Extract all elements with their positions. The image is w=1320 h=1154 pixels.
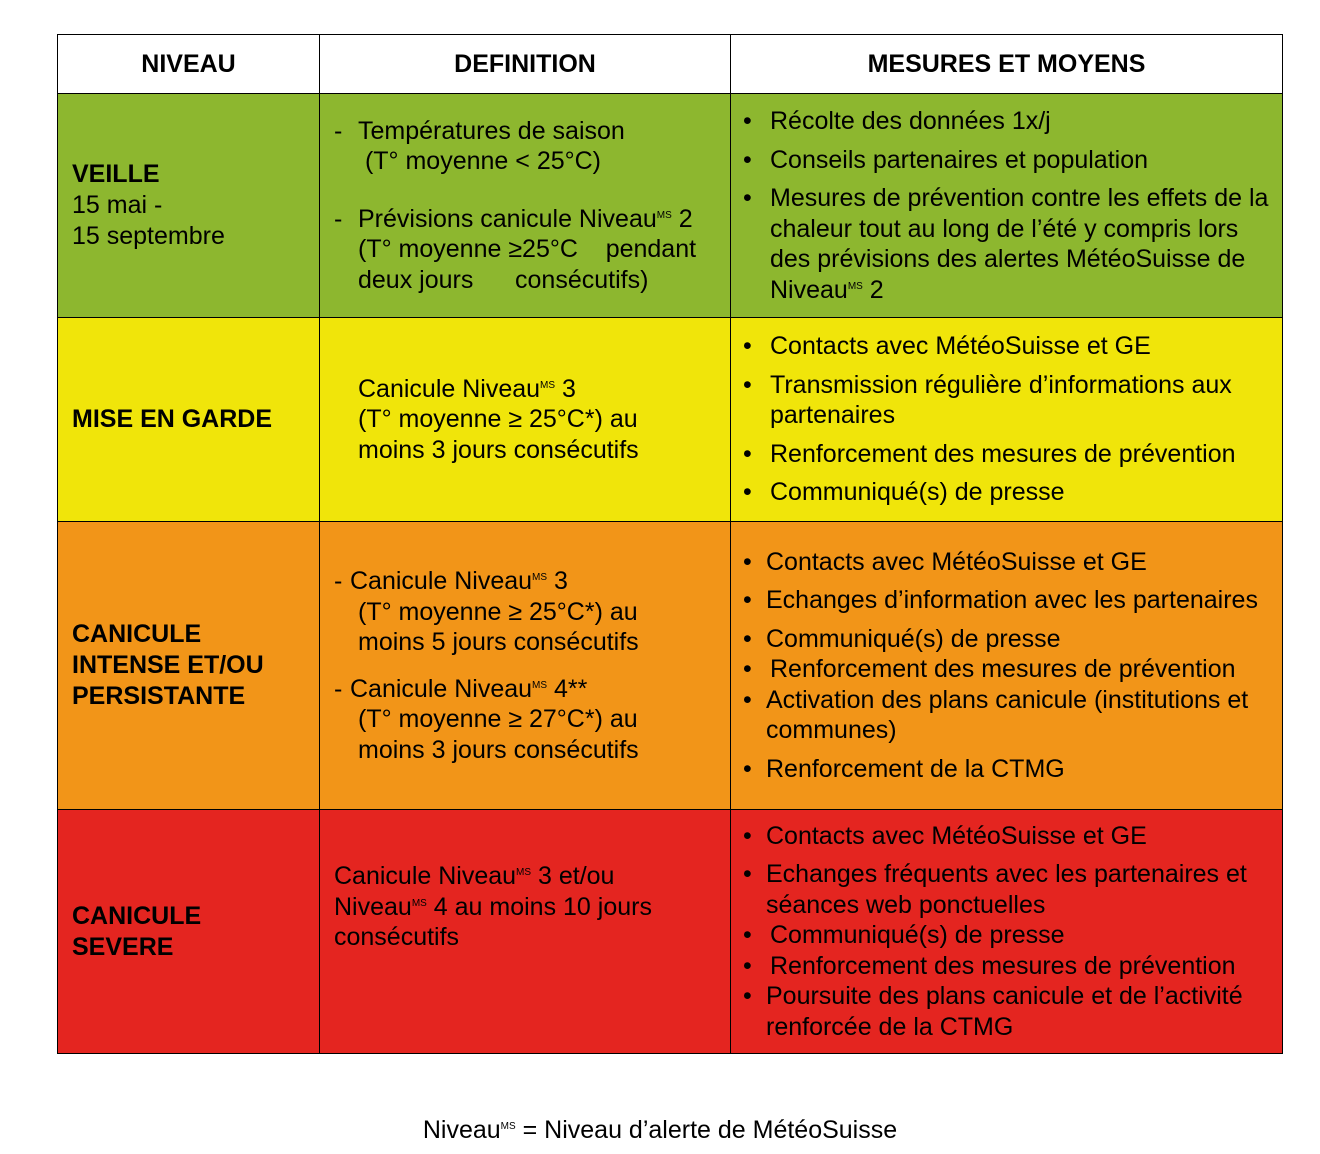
mesures-list xyxy=(743,106,1274,305)
list-item xyxy=(743,331,1274,362)
mesure-text: Mesures de prévention contre les effets de la chaleur tout au long de l’été y compris lors des prévisions des alertes MétéoSuisse de Niveau xyxy=(770,184,1269,304)
mesures-cell-mise-en-garde xyxy=(731,318,1283,522)
mesures-list xyxy=(743,547,1274,785)
mesure-text: Contacts avec MétéoSuisse et GE xyxy=(770,332,1151,361)
mesure-text: Contacts avec MétéoSuisse et GE xyxy=(766,821,1147,850)
definition-text: 4 au moins 10 jours xyxy=(426,892,652,921)
level-name: CANICULE xyxy=(72,901,202,930)
bullet-marker: • xyxy=(743,145,752,174)
mesures-cell-canicule-intense xyxy=(731,522,1283,810)
definition-item xyxy=(334,674,720,766)
definition-text: (T° moyenne ≥ 25°C*) au xyxy=(358,405,638,434)
superscript-ms: MS xyxy=(500,1121,516,1132)
mesure-text: Renforcement des mesures de prévention xyxy=(770,951,1236,980)
list-item xyxy=(743,183,1274,305)
bullet-marker: • xyxy=(743,921,752,950)
mesure-text: Conseils partenaires et population xyxy=(770,145,1149,174)
list-item xyxy=(743,439,1274,470)
level-name: SEVERE xyxy=(72,932,174,961)
list-item xyxy=(743,106,1274,137)
definition-text: Canicule Niveau xyxy=(350,674,533,703)
bullet-marker: • xyxy=(743,370,752,399)
definition-text: deux jours consécutifs) xyxy=(358,265,649,294)
definition-text: 3 et/ou xyxy=(531,862,615,891)
level-name: PERSISTANTE xyxy=(72,682,246,710)
alert-levels-table xyxy=(57,34,1283,1054)
definition-cell-veille xyxy=(320,94,731,318)
definition-text: (T° moyenne ≥ 27°C*) au xyxy=(358,705,638,733)
level-cell-canicule-intense xyxy=(58,522,320,810)
table-row-canicule-intense xyxy=(58,522,1283,810)
list-item xyxy=(743,624,1274,655)
level-cell-canicule-severe xyxy=(58,810,320,1054)
list-item xyxy=(743,685,1274,746)
mesure-text: Echanges d’information avec les partenaires xyxy=(766,586,1258,615)
superscript-ms: MS xyxy=(532,572,548,583)
mesure-text: Contacts avec MétéoSuisse et GE xyxy=(766,547,1147,576)
definition-cell-mise-en-garde xyxy=(320,318,731,522)
list-item xyxy=(743,477,1274,508)
list-item xyxy=(743,370,1274,431)
bullet-marker: • xyxy=(743,655,752,684)
superscript-ms: MS xyxy=(847,280,863,292)
header-mesures: MESURES ET MOYENS xyxy=(731,35,1283,94)
level-cell-mise-en-garde xyxy=(58,318,320,522)
definition-text: (T° moyenne ≥25°C pendant xyxy=(358,235,697,264)
list-item xyxy=(743,754,1274,785)
mesure-text: Transmission régulière d’informations aux partenaires xyxy=(770,370,1232,430)
level-period-start: 15 mai - xyxy=(72,191,163,219)
definition-text: Canicule Niveau xyxy=(358,374,541,403)
list-item xyxy=(743,821,1274,852)
definition-text: Niveau xyxy=(334,892,412,921)
mesure-text: Renforcement des mesures de prévention xyxy=(770,655,1236,684)
footnote xyxy=(0,1116,1320,1145)
bullet-marker: • xyxy=(743,754,752,783)
superscript-ms: MS xyxy=(516,867,532,879)
bullet-marker: • xyxy=(743,982,752,1011)
mesure-text: Poursuite des plans canicule et de l’activité renforcée de la CTMG xyxy=(766,982,1243,1041)
list-item xyxy=(743,981,1274,1042)
footnote-text: = Niveau d’alerte de MétéoSuisse xyxy=(515,1116,898,1144)
bullet-marker: • xyxy=(743,332,752,361)
level-name: MISE EN GARDE xyxy=(72,405,273,433)
definition-text: moins 5 jours consécutifs xyxy=(358,628,639,656)
bullet-marker: • xyxy=(743,184,752,212)
list-item xyxy=(743,920,1274,951)
level-period-end: 15 septembre xyxy=(72,222,225,250)
bullet-marker: • xyxy=(743,821,752,850)
definition-text: 3 xyxy=(547,567,568,595)
superscript-ms: MS xyxy=(532,679,548,691)
bullet-marker: • xyxy=(743,685,752,714)
mesure-text: 2 xyxy=(862,275,884,304)
table-row-mise-en-garde xyxy=(58,318,1283,522)
mesure-text: Renforcement de la CTMG xyxy=(766,754,1065,783)
dash-marker: - xyxy=(334,567,343,595)
definition-text: moins 3 jours consécutifs xyxy=(358,735,639,764)
list-item xyxy=(743,585,1274,616)
definition-text: 4** xyxy=(547,674,588,703)
list-item xyxy=(743,951,1274,982)
table-header-row xyxy=(58,35,1283,94)
superscript-ms: MS xyxy=(656,209,672,221)
level-name: VEILLE xyxy=(72,160,160,188)
mesure-text: Communiqué(s) de presse xyxy=(766,624,1061,653)
table-row-veille xyxy=(58,94,1283,318)
definition-text: 3 xyxy=(555,374,576,403)
mesure-text: Communiqué(s) de presse xyxy=(770,478,1065,507)
definition-text: Prévisions canicule Niveau xyxy=(358,204,657,233)
list-item xyxy=(743,654,1274,685)
bullet-marker: • xyxy=(743,439,752,468)
definition-text: Canicule Niveau xyxy=(350,567,533,595)
definition-cell-canicule-severe xyxy=(320,810,731,1054)
definition-cell-canicule-intense xyxy=(320,522,731,810)
mesure-text: Communiqué(s) de presse xyxy=(770,921,1065,950)
definition-text: (T° moyenne < 25°C) xyxy=(358,147,602,176)
bullet-marker: • xyxy=(743,478,752,507)
superscript-ms: MS xyxy=(411,897,427,909)
definition-item xyxy=(334,861,720,953)
list-item xyxy=(743,547,1274,578)
definition-text: (T° moyenne ≥ 25°C*) au xyxy=(358,597,638,626)
bullet-marker: • xyxy=(743,107,752,135)
level-name: INTENSE ET/OU xyxy=(72,651,264,679)
level-name: CANICULE xyxy=(72,620,202,648)
header-definition: DEFINITION xyxy=(320,35,731,94)
mesures-cell-canicule-severe xyxy=(731,810,1283,1054)
level-cell-veille xyxy=(58,94,320,318)
bullet-marker: • xyxy=(743,624,752,653)
bullet-marker: • xyxy=(743,547,752,576)
mesures-cell-veille xyxy=(731,94,1283,318)
list-item xyxy=(743,859,1274,920)
definition-item xyxy=(334,374,720,466)
mesure-text: Renforcement des mesures de prévention xyxy=(770,439,1236,468)
definition-text: 2 xyxy=(671,204,693,233)
mesures-list xyxy=(743,821,1274,1043)
mesure-text: Récolte des données 1x/j xyxy=(770,107,1051,135)
table-row-canicule-severe xyxy=(58,810,1283,1054)
mesure-text: Activation des plans canicule (institutions et communes) xyxy=(766,685,1249,745)
header-niveau: NIVEAU xyxy=(58,35,320,94)
mesures-list xyxy=(743,331,1274,508)
definition-text: Températures de saison xyxy=(358,116,625,145)
bullet-marker: • xyxy=(743,860,752,889)
definition-item xyxy=(334,566,720,658)
bullet-marker: • xyxy=(743,951,752,980)
dash-marker: - xyxy=(334,116,343,145)
mesure-text: Echanges fréquents avec les partenaires et séances web ponctuelles xyxy=(766,860,1247,919)
definition-text: moins 3 jours consécutifs xyxy=(358,435,639,464)
dash-marker: - xyxy=(334,674,343,703)
definition-text: Canicule Niveau xyxy=(334,862,517,891)
bullet-marker: • xyxy=(743,586,752,615)
footnote-text: Niveau xyxy=(422,1116,501,1144)
definition-item xyxy=(334,116,720,177)
definition-item xyxy=(334,204,720,296)
dash-marker: - xyxy=(334,204,343,233)
list-item xyxy=(743,145,1274,176)
superscript-ms: MS xyxy=(540,379,556,391)
definition-text: consécutifs xyxy=(334,923,460,952)
